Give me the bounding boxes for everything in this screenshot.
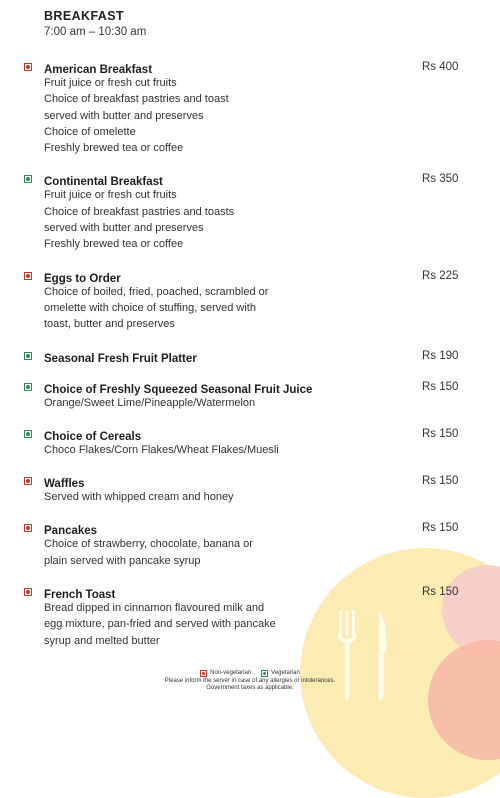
legend-veg-label: Vegetarian xyxy=(271,670,300,676)
menu-item-description-line: Choice of strawberry, chocolate, banana or xyxy=(44,538,253,551)
menu-item-head xyxy=(44,269,460,284)
nonveg-marker-icon xyxy=(24,524,32,532)
menu-item-description-line: Served with whipped cream and honey xyxy=(44,491,234,504)
menu-item-head xyxy=(44,427,460,442)
menu-item-description-line: Choice of boiled, fried, poached, scrambled or xyxy=(44,285,269,298)
menu-item-description-line: Bread dipped in cinnamon flavoured milk and xyxy=(44,602,265,615)
menu-item-name: Choice of Freshly Squeezed Seasonal Fruit Juice xyxy=(44,383,313,396)
nonveg-marker-icon xyxy=(24,477,32,485)
tax-note: Government taxes as applicable. xyxy=(206,685,294,691)
menu-item-price: Rs 400 xyxy=(422,61,459,73)
menu-item xyxy=(0,521,500,569)
veg-marker-icon xyxy=(24,175,32,183)
legend-nonveg-label: Non-vegetarian xyxy=(210,670,252,676)
menu-item-description-line: Choice of breakfast pastries and toast xyxy=(44,93,229,106)
menu-item-name: French Toast xyxy=(44,589,116,602)
menu-item xyxy=(0,172,500,252)
menu-item-price: Rs 350 xyxy=(422,173,459,186)
menu-item-name: Continental Breakfast xyxy=(44,176,163,189)
menu-item-price: Rs 150 xyxy=(422,380,459,393)
menu-item-name: Waffles xyxy=(44,478,85,491)
menu-item xyxy=(0,474,500,505)
menu-item-head xyxy=(44,60,460,75)
menu-item-description-line: egg mixture, pan-fried and served with pancake xyxy=(44,618,276,631)
diet-legend xyxy=(0,670,500,677)
menu-item-name: American Breakfast xyxy=(44,64,153,76)
veg-marker-icon xyxy=(24,430,32,438)
nonveg-marker-icon xyxy=(24,63,32,71)
veg-marker-icon xyxy=(24,383,32,391)
menu-item-description-line: Freshly brewed tea or coffee xyxy=(44,238,184,251)
menu-item-head xyxy=(44,380,460,395)
menu-item-description-line: Fruit juice or fresh cut fruits xyxy=(44,77,177,89)
menu-item-description-line: Choice of omelette xyxy=(44,125,136,138)
menu-item-price: Rs 150 xyxy=(422,475,459,488)
menu-item-head xyxy=(44,474,460,489)
veg-marker-icon xyxy=(261,670,268,677)
menu-item xyxy=(0,269,500,333)
menu-item-description-line: Freshly brewed tea or coffee xyxy=(44,142,184,155)
menu-footer xyxy=(0,670,500,692)
menu-item-price: Rs 150 xyxy=(422,427,459,440)
legend-veg xyxy=(261,670,300,677)
legend-nonveg xyxy=(200,670,251,677)
menu-item-name: Pancakes xyxy=(44,525,98,538)
nonveg-marker-icon xyxy=(200,670,207,677)
menu-item xyxy=(0,60,500,156)
nonveg-marker-icon xyxy=(24,588,32,596)
menu-item-price: Rs 190 xyxy=(422,349,459,362)
menu-item-list xyxy=(0,60,500,665)
menu-title: BREAKFAST xyxy=(44,9,124,23)
menu-item-description-line: omelette with choice of stuffing, served with xyxy=(44,301,256,314)
menu-item-description-line: Choice of breakfast pastries and toasts xyxy=(44,205,235,218)
menu-item xyxy=(0,349,500,364)
menu-item-description-line: toast, butter and preserves xyxy=(44,318,175,331)
menu-item xyxy=(0,585,500,649)
menu-item-description-line: Orange/Sweet Lime/Pineapple/Watermelon xyxy=(44,396,256,409)
menu-item-price: Rs 150 xyxy=(422,522,459,535)
menu-item-description-line: Fruit juice or fresh cut fruits xyxy=(44,189,177,202)
menu-item-name: Eggs to Order xyxy=(44,272,121,285)
menu-item-head xyxy=(44,172,460,187)
veg-marker-icon xyxy=(24,352,32,360)
menu-item-description-line: served with butter and preserves xyxy=(44,109,204,122)
menu-item-name: Choice of Cereals xyxy=(44,430,142,443)
menu-item-price: Rs 225 xyxy=(422,269,459,282)
nonveg-marker-icon xyxy=(24,272,32,280)
menu-item-head xyxy=(44,585,460,600)
menu-header xyxy=(44,9,146,38)
menu-item-description-line: Choco Flakes/Corn Flakes/Wheat Flakes/Muesli xyxy=(44,443,279,456)
menu-item-price: Rs 150 xyxy=(422,586,459,599)
menu-item xyxy=(0,427,500,458)
allergy-note: Please inform the server in case of any allergies or intolerances. xyxy=(164,678,336,684)
menu-hours: 7:00 am – 10:30 am xyxy=(44,26,147,38)
menu-item-description-line: plain served with pancake syrup xyxy=(44,554,201,567)
menu-item-head xyxy=(44,521,460,536)
menu-item-name: Seasonal Fresh Fruit Platter xyxy=(44,352,197,365)
menu-item xyxy=(0,380,500,411)
menu-item-description-line: served with butter and preserves xyxy=(44,222,204,235)
menu-item-description-line: syrup and melted butter xyxy=(44,634,160,647)
menu-item-head xyxy=(44,349,460,364)
